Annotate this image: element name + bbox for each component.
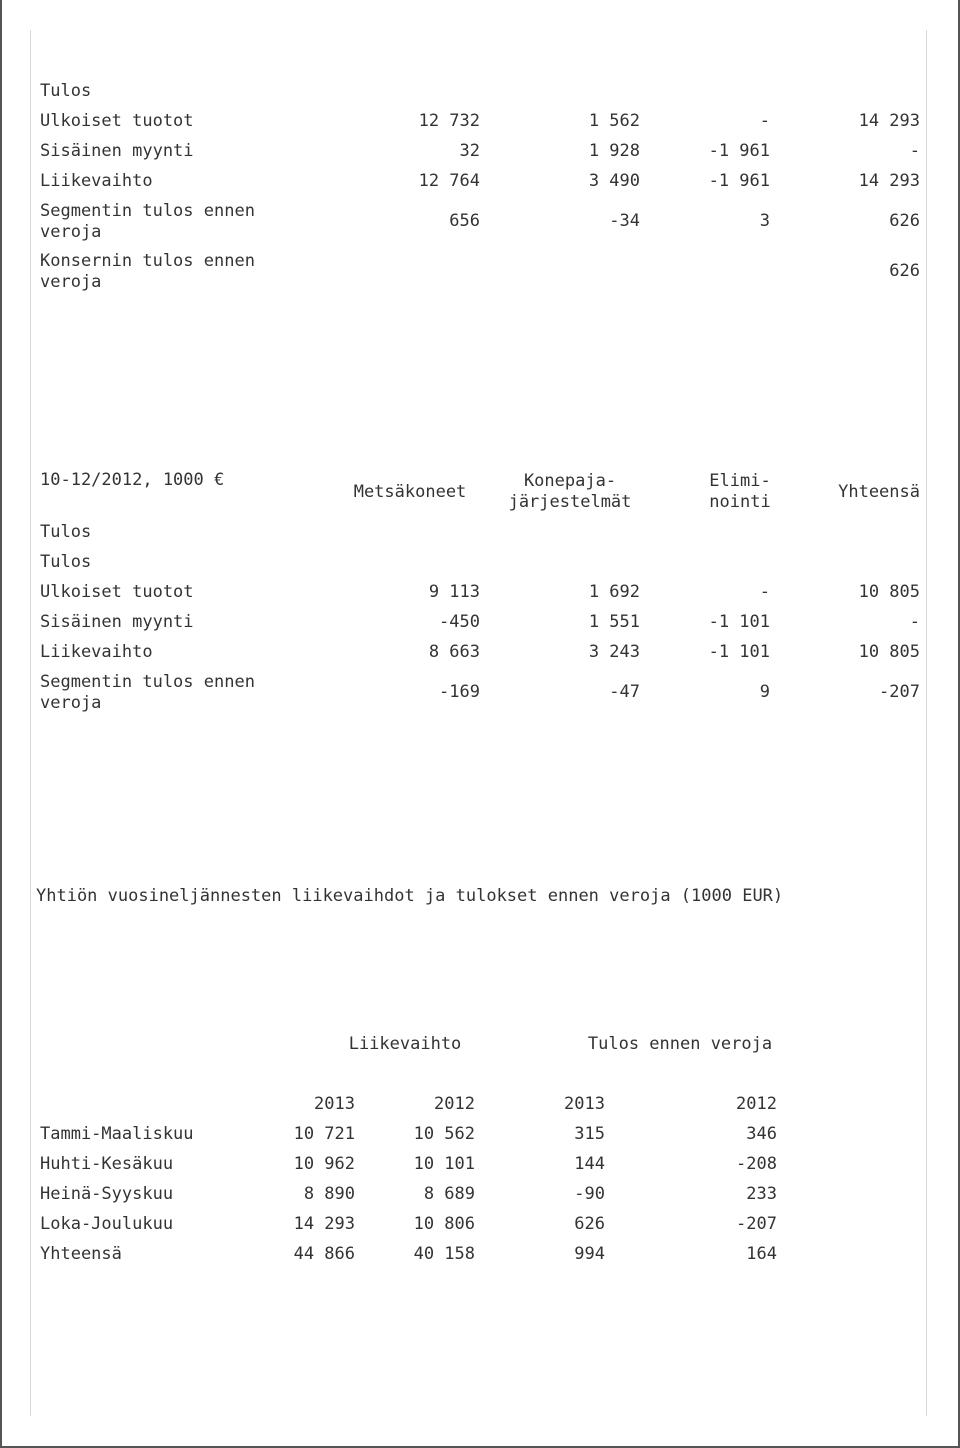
group-header-tulos: Tulos ennen veroja — [587, 1034, 773, 1054]
cell-yhteensa: 626 — [889, 261, 920, 281]
cell-tulos-2013: 994 — [574, 1244, 605, 1264]
cell-metsakoneet: 12 764 — [418, 171, 480, 191]
row-label: Segmentin tulos ennen veroja — [40, 201, 255, 242]
cell-yhteensa: 10 805 — [858, 582, 920, 602]
page-border-left — [0, 0, 2, 1448]
cell-liikevaihto-2013: 8 890 — [303, 1184, 355, 1204]
table-row — [40, 612, 920, 642]
header-yhteensa: Yhteensä — [838, 482, 920, 502]
cell-tulos-2012: 164 — [746, 1244, 777, 1264]
cell-liikevaihto-2012: 40 158 — [413, 1244, 475, 1264]
cell-eliminointi: - — [759, 582, 770, 602]
cell-liikevaihto-2012: 8 689 — [423, 1184, 475, 1204]
cell-konepaja: -34 — [609, 211, 640, 231]
row-label: Sisäinen myynti — [40, 612, 194, 632]
row-label: Segmentin tulos ennen veroja — [40, 672, 255, 713]
table-row — [40, 642, 920, 672]
row-label: Loka-Joulukuu — [40, 1214, 174, 1234]
table-row — [40, 111, 920, 141]
cell-konepaja: 1 551 — [588, 612, 640, 632]
table-title: Tulos — [40, 552, 92, 572]
row-label: Sisäinen myynti — [40, 141, 194, 161]
row-label: Liikevaihto — [40, 642, 153, 662]
row-label: Liikevaihto — [40, 171, 153, 191]
cell-eliminointi: -1 961 — [708, 171, 770, 191]
row-label: Tammi-Maaliskuu — [40, 1124, 194, 1144]
row-label: Ulkoiset tuotot — [40, 582, 194, 602]
cell-liikevaihto-2012: 10 806 — [413, 1214, 475, 1234]
cell-eliminointi: -1 101 — [708, 612, 770, 632]
period-label: 10-12/2012, 1000 € — [40, 470, 225, 490]
cell-metsakoneet: -169 — [439, 682, 480, 702]
cell-yhteensa: -207 — [879, 682, 920, 702]
quarterly-table — [40, 1034, 920, 1274]
cell-metsakoneet: -450 — [439, 612, 480, 632]
table-row — [40, 1154, 920, 1184]
table-row — [40, 141, 920, 171]
table-row — [40, 201, 920, 251]
cell-tulos-2012: 233 — [746, 1184, 777, 1204]
segment-table-b — [40, 470, 920, 722]
cell-liikevaihto-2012: 10 101 — [413, 1154, 475, 1174]
cell-tulos-2013: 144 — [574, 1154, 605, 1174]
table-title-row — [40, 522, 920, 552]
table-row — [40, 1124, 920, 1154]
cell-eliminointi: - — [759, 111, 770, 131]
cell-eliminointi: -1 101 — [708, 642, 770, 662]
table-title-row — [40, 81, 920, 111]
table-row — [40, 1184, 920, 1214]
year-header: 2012 — [434, 1094, 475, 1114]
cell-yhteensa: - — [909, 612, 920, 632]
margin-guide-left — [30, 30, 31, 1416]
cell-konepaja: 3 490 — [588, 171, 640, 191]
quarterly-heading: Yhtiön vuosineljännesten liikevaihdot ja tulokset ennen veroja (1000 EUR) — [36, 886, 784, 906]
year-header: 2013 — [314, 1094, 355, 1114]
cell-metsakoneet: 9 113 — [428, 582, 480, 602]
group-header-liikevaihto: Liikevaihto — [348, 1034, 462, 1054]
cell-tulos-2012: 346 — [746, 1124, 777, 1144]
cell-tulos-2012: -208 — [736, 1154, 777, 1174]
cell-liikevaihto-2012: 10 562 — [413, 1124, 475, 1144]
cell-tulos-2013: 626 — [574, 1214, 605, 1234]
cell-konepaja: 1 692 — [588, 582, 640, 602]
cell-yhteensa: 14 293 — [858, 111, 920, 131]
segment-table-a — [40, 81, 920, 301]
row-label: Heinä-Syyskuu — [40, 1184, 174, 1204]
table-row — [40, 171, 920, 201]
cell-yhteensa: - — [909, 141, 920, 161]
year-header: 2013 — [564, 1094, 605, 1114]
cell-liikevaihto-2013: 14 293 — [293, 1214, 355, 1234]
table-row-total — [40, 1244, 920, 1274]
cell-tulos-2012: -207 — [736, 1214, 777, 1234]
table-row — [40, 1214, 920, 1244]
year-header: 2012 — [736, 1094, 777, 1114]
cell-eliminointi: 9 — [759, 682, 770, 702]
row-label: Ulkoiset tuotot — [40, 111, 194, 131]
cell-metsakoneet: 12 732 — [418, 111, 480, 131]
cell-liikevaihto-2013: 10 962 — [293, 1154, 355, 1174]
header-eliminointi: Elimi- nointi — [709, 471, 771, 512]
row-label: Yhteensä — [40, 1244, 122, 1264]
cell-konepaja: 3 243 — [588, 642, 640, 662]
cell-tulos-2013: 315 — [574, 1124, 605, 1144]
table-year-row — [40, 1094, 920, 1124]
cell-eliminointi: -1 961 — [708, 141, 770, 161]
table-title-row — [40, 552, 920, 582]
cell-liikevaihto-2013: 44 866 — [293, 1244, 355, 1264]
cell-metsakoneet: 32 — [459, 141, 480, 161]
cell-yhteensa: 626 — [889, 211, 920, 231]
table-row — [40, 582, 920, 612]
table-title: Tulos — [40, 81, 92, 101]
header-konepaja: Konepaja- järjestelmät — [508, 471, 632, 512]
cell-konepaja: -47 — [609, 682, 640, 702]
cell-metsakoneet: 656 — [449, 211, 480, 231]
table-group-header-row — [40, 1034, 920, 1094]
cell-liikevaihto-2013: 10 721 — [293, 1124, 355, 1144]
row-label: Huhti-Kesäkuu — [40, 1154, 174, 1174]
cell-yhteensa: 14 293 — [858, 171, 920, 191]
cell-tulos-2013: -90 — [574, 1184, 605, 1204]
cell-konepaja: 1 928 — [588, 141, 640, 161]
cell-eliminointi: 3 — [759, 211, 770, 231]
table-title: Tulos — [40, 522, 92, 542]
header-metsakoneet: Metsäkoneet — [353, 482, 467, 502]
cell-metsakoneet: 8 663 — [428, 642, 480, 662]
cell-konepaja: 1 562 — [588, 111, 640, 131]
table-row — [40, 251, 920, 301]
margin-guide-right — [926, 30, 927, 1416]
table-row — [40, 672, 920, 722]
row-label: Konsernin tulos ennen veroja — [40, 251, 255, 292]
cell-yhteensa: 10 805 — [858, 642, 920, 662]
table-header-row — [40, 470, 920, 522]
